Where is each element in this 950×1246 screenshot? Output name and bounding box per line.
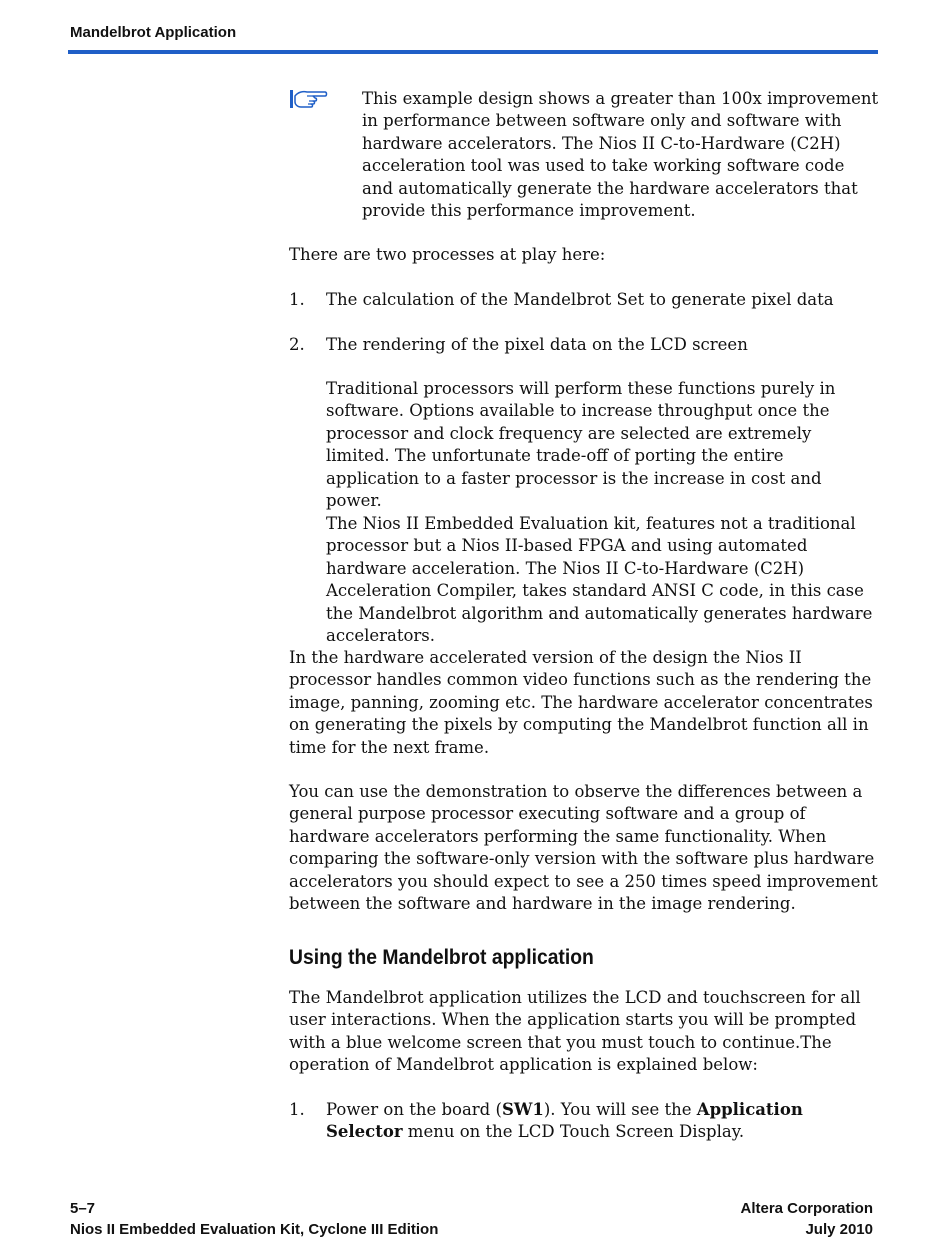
application-selector-label: Application Selector	[326, 1100, 803, 1142]
pointing-hand-icon	[289, 88, 331, 110]
using-application-paragraph: The Mandelbrot application utilizes the LCD and touchscreen for all user interactions. When the application starts you will be prompted with a blue welcome screen that you must touch to continue.The operation of Mandelbrot application is explained below:	[289, 988, 861, 1075]
section-heading: Using the Mandelbrot application	[289, 946, 594, 969]
note-text: This example design shows a greater than 100x improvement in performance between software only and software with hardware accelerators. The Nios II C-to-Hardware (C2H) acceleration tool was used to take working software code and automatically generate the hardware accelerators that provide this performance improvement.	[362, 89, 879, 221]
page-number: 5–7	[70, 1200, 96, 1217]
header-rule	[68, 50, 878, 54]
list-item-number: 1.	[289, 1100, 305, 1119]
step-text-a: Power on the board (	[326, 1100, 502, 1119]
document-title: Nios II Embedded Evaluation Kit, Cyclone III Edition	[70, 1221, 439, 1238]
list-item-number: 2.	[289, 335, 305, 354]
switch-label: SW1	[501, 1100, 544, 1119]
step-text-b: ). You will see the	[543, 1100, 697, 1119]
step-text-c: menu on the LCD Touch Screen Display.	[402, 1122, 745, 1142]
nios-kit-paragraph: The Nios II Embedded Evaluation kit, features not a traditional processor but a Nios II-based FPGA and using automated hardware acceleration. The Nios II C-to-Hardware (C2H) Acceleration Compiler, takes standard ANSI C code, in this case the Mandelbrot algorithm and automatically generates hardware accelerators.	[326, 514, 873, 646]
list-item-number: 1.	[289, 290, 305, 309]
hardware-version-paragraph: In the hardware accelerated version of the design the Nios II processor handles common video functions such as the rendering the image, panning, zooming etc. The hardware accelerator concentrates on generating the pixels by computing the Mandelbrot function all in time for the next frame.	[289, 648, 873, 757]
list-item-text: The rendering of the pixel data on the LCD screen	[326, 335, 748, 354]
footer-left	[70, 1198, 438, 1240]
list-item-text	[326, 1099, 879, 1144]
footer-right	[740, 1198, 873, 1240]
intro-paragraph: There are two processes at play here:	[289, 245, 606, 264]
demonstration-paragraph: You can use the demonstration to observe the differences between a general purpose processor executing software and a group of hardware accelerators performing the same functionality. When comparing the software-only version with the software plus hardware accelerators you should expect to see a 250 times speed improvement between the software and hardware in the image rendering.	[289, 782, 878, 914]
list-item-text: The calculation of the Mandelbrot Set to generate pixel data	[326, 290, 834, 309]
traditional-processors-paragraph: Traditional processors will perform these functions purely in software. Options available to increase throughput once the processor and clock frequency are selected are extremely limited. The unfortunate trade-off of porting the entire application to a faster processor is the increase in cost and power.	[326, 379, 836, 511]
publication-date: July 2010	[805, 1221, 873, 1238]
company-name: Altera Corporation	[740, 1200, 873, 1217]
running-header-title: Mandelbrot Application	[70, 24, 237, 41]
